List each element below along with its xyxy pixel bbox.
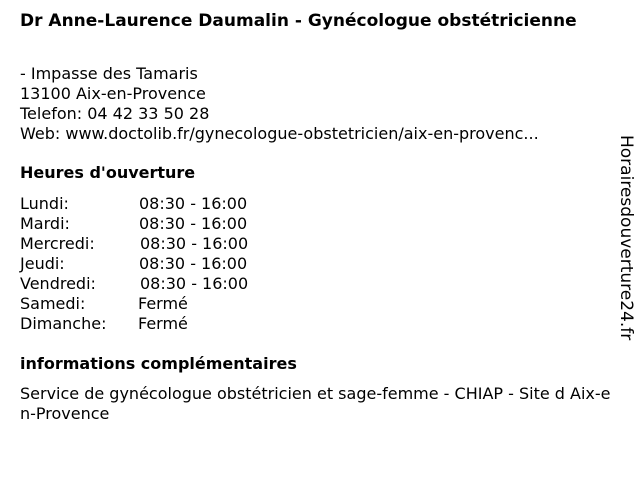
day-label: Mercredi:	[20, 234, 95, 253]
day-label: Dimanche:	[20, 314, 107, 333]
day-label: Samedi:	[20, 294, 86, 313]
phone-number: Telefon: 04 42 33 50 28	[20, 104, 210, 123]
city-address: 13100 Aix-en-Provence	[20, 84, 206, 103]
day-label: Vendredi:	[20, 274, 96, 293]
day-label: Jeudi:	[20, 254, 65, 273]
address-block	[20, 64, 539, 144]
hours-value: 08:30 - 16:00	[140, 274, 249, 293]
hours-value: 08:30 - 16:00	[140, 234, 249, 253]
hours-value: 08:30 - 16:00	[139, 254, 248, 273]
page-title: Dr Anne-Laurence Daumalin - Gynécologue obstétricienne	[20, 11, 577, 31]
opening-hours-heading: Heures d'ouverture	[20, 163, 196, 182]
site-watermark	[611, 135, 637, 345]
day-label: Lundi:	[20, 194, 69, 213]
additional-info-text: Service de gynécologue obstétricien et sage-femme - CHIAP - Site d Aix-en-Provence	[20, 384, 611, 423]
hours-value: Fermé	[138, 294, 188, 313]
hours-value: 08:30 - 16:00	[139, 194, 248, 213]
website-url: Web: www.doctolib.fr/gynecologue-obstetricien/aix-en-provenc...	[20, 124, 539, 143]
additional-info-heading: informations complémentaires	[20, 354, 297, 373]
hours-value: 08:30 - 16:00	[139, 214, 248, 233]
street-address: - Impasse des Tamaris	[20, 64, 198, 83]
watermark-text: Horairesdouverture24.fr	[616, 135, 636, 341]
day-label: Mardi:	[20, 214, 70, 233]
hours-value: Fermé	[138, 314, 188, 333]
